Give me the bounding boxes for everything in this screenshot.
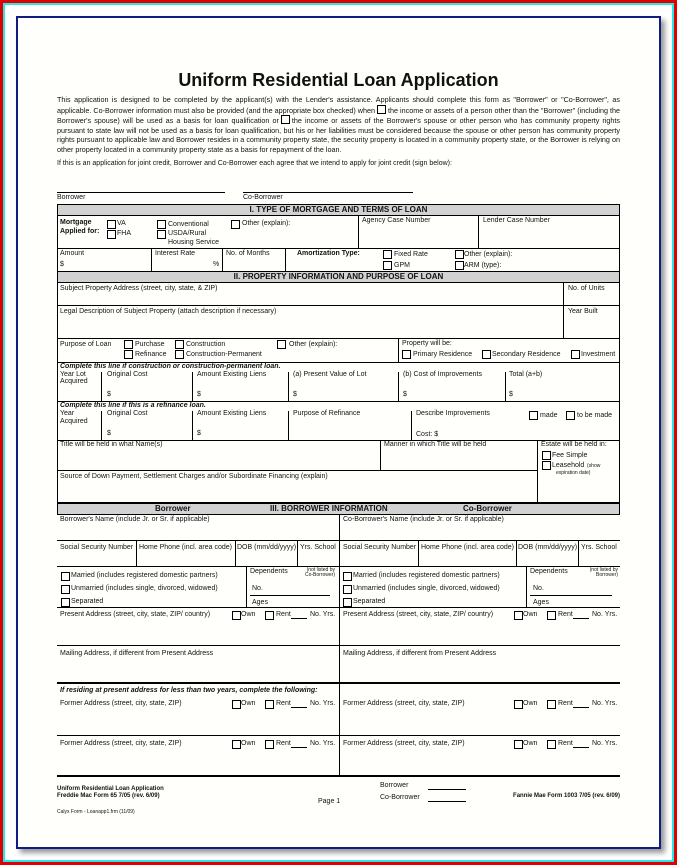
total-field[interactable]: Total (a+b) (509, 371, 543, 378)
secondary-label: Secondary Residence (492, 351, 561, 358)
construction-permanent-label: Construction-Permanent (186, 351, 262, 358)
divider (192, 372, 193, 401)
years-label: No. Yrs. (592, 611, 618, 618)
checkbox-gpm[interactable] (383, 261, 392, 270)
separated-label: Separated (71, 598, 104, 605)
footer-freddie-mac: Freddie Mac Form 65 7/05 (rev. 6/09) (57, 793, 160, 799)
co-borrower-dependents-no-field[interactable]: No. (533, 585, 544, 592)
checkbox-other-income[interactable] (377, 105, 386, 114)
own-label: Own (523, 740, 538, 747)
co-borrower-dependents-ages-field[interactable]: Ages (533, 599, 549, 606)
fha-label: FHA (117, 230, 131, 237)
co-borrower-dependents-label: Dependents (530, 568, 568, 575)
purpose-label: Purpose of Loan (60, 341, 112, 348)
married-label: Married (includes registered domestic partners) (71, 572, 218, 579)
co-borrower-school-field[interactable]: Yrs. School (581, 544, 617, 551)
years-input-line[interactable] (291, 747, 307, 748)
construction-note: Complete this line if construction or construction-permanent loan. (60, 363, 281, 370)
interest-rate-field[interactable]: Interest Rate (155, 250, 196, 257)
original-cost-field[interactable]: Original Cost (107, 371, 148, 378)
borrower-ssn-field[interactable]: Social Security Number (60, 544, 134, 551)
divider (57, 470, 537, 471)
dollar-sign: $ (293, 391, 297, 398)
checkbox-investment[interactable] (571, 350, 580, 359)
co-borrower-former-address-2-field[interactable]: Former Address (street, city, state, ZIP) (343, 740, 465, 747)
divider (285, 248, 286, 271)
co-borrower-former-address-1-field[interactable]: Former Address (street, city, state, ZIP) (343, 700, 465, 707)
years-label: No. Yrs. (592, 740, 618, 747)
amort-other-label: Other (explain): (464, 251, 513, 258)
checkbox-mortgage-other[interactable] (231, 220, 240, 229)
checkbox-primary[interactable] (402, 350, 411, 359)
dollar-sign: $ (197, 430, 201, 437)
borrower-dependents-ages-field[interactable]: Ages (252, 599, 268, 606)
leasehold-label: Leasehold (552, 462, 585, 469)
usda-label-2: Housing Service (168, 239, 219, 246)
divider (505, 372, 506, 401)
investment-label: Investment (581, 351, 616, 358)
borrower-former-address-1-field[interactable]: Former Address (street, city, state, ZIP) (60, 700, 182, 707)
checkbox-co-borrower-rent[interactable] (547, 611, 556, 620)
co-borrower-initials-line[interactable] (428, 801, 466, 802)
years-label: No. Yrs. (310, 611, 336, 618)
rent-label: Rent (558, 611, 573, 618)
divider (297, 540, 298, 566)
divider (250, 595, 330, 596)
co-borrower-dob-field[interactable]: DOB (mm/dd/yyyy) (518, 544, 578, 551)
dollar-sign: $ (60, 261, 64, 268)
unmarried-label: Unmarried (includes single, divorced, widowed) (353, 585, 500, 592)
footer-calyx: Calyx Form - Loanapp1.frm (11/09) (57, 809, 135, 815)
divider (57, 540, 620, 541)
down-payment-source-field[interactable]: Source of Down Payment, Settlement Charges and/or Subordinate Financing (explain) (60, 473, 328, 480)
co-borrower-name-field[interactable]: Co-Borrower's Name (include Jr. or Sr. if applicable) (343, 516, 504, 523)
usda-label: USDA/Rural (168, 230, 207, 237)
co-borrower-ssn-field[interactable]: Social Security Number (343, 544, 417, 551)
checkbox-borrower-separated[interactable] (61, 598, 70, 607)
divider (101, 411, 102, 440)
refi-original-cost-field[interactable]: Original Cost (107, 410, 148, 417)
lender-case-number-field[interactable]: Lender Case Number (483, 217, 550, 224)
co-borrower-phone-field[interactable]: Home Phone (incl. area code) (421, 544, 514, 551)
units-field[interactable]: No. of Units (568, 285, 605, 292)
checkbox-fixed-rate[interactable] (383, 250, 392, 259)
borrower-column-header: Borrower (155, 504, 191, 513)
rent-label: Rent (276, 740, 291, 747)
checkbox-rent[interactable] (265, 700, 274, 709)
section-3-title: III. BORROWER INFORMATION (270, 504, 388, 513)
divider (411, 411, 412, 440)
checkbox-made[interactable] (529, 411, 538, 420)
gpm-label: GPM (394, 262, 410, 269)
show-note: (show (587, 463, 601, 469)
year-label: Year (60, 410, 75, 417)
checkbox-co-borrower-married[interactable] (343, 572, 352, 581)
section-2-header: II. PROPERTY INFORMATION AND PURPOSE OF LOAN (57, 271, 620, 283)
divider (57, 607, 620, 608)
checkbox-purpose-other[interactable] (277, 340, 286, 349)
dollar-sign: $ (107, 430, 111, 437)
years-label: No. Yrs. (310, 740, 336, 747)
divider (57, 775, 620, 777)
divider (537, 440, 538, 502)
primary-label: Primary Residence (413, 351, 473, 358)
borrower-mailing-address-field[interactable]: Mailing Address, if different from Present Address (60, 650, 214, 657)
checkbox-co-borrower-separated[interactable] (343, 598, 352, 607)
intro-text-1: This application is designed to be completed by the applicant(s) with the Lender's assistance. Applicants should complete this form as "Borrower" or "Co-Borrower", as applicable. Co-Borrower information must also be provided (and the appropriate box checked) when (57, 95, 620, 115)
co-borrower-present-address-field[interactable]: Present Address (street, city, state, ZIP/ country) (343, 611, 494, 618)
divider (380, 440, 381, 470)
own-label: Own (241, 611, 256, 618)
own-label: Own (523, 611, 538, 618)
purchase-label: Purchase (135, 341, 165, 348)
separated-label: Separated (353, 598, 386, 605)
percent-sign: % (213, 261, 220, 268)
borrower-signature-label: Borrower (57, 194, 86, 201)
rent-label: Rent (276, 700, 291, 707)
acquired-label: Acquired (60, 418, 88, 425)
borrower-phone-field[interactable]: Home Phone (incl. area code) (139, 544, 232, 551)
mortgage-label: Mortgage (60, 219, 92, 226)
checkbox-construction-permanent[interactable] (175, 350, 184, 359)
checkbox-rent[interactable] (547, 740, 556, 749)
checkbox-amort-other[interactable] (455, 250, 464, 259)
divider (358, 215, 359, 248)
refi-existing-liens-field[interactable]: Amount Existing Liens (197, 410, 267, 417)
dollar-sign: $ (403, 391, 407, 398)
intro-text-2: the income or assets of a person other than the "Borrower" (including the Borrower's spouse) will be used as a basis for loan qualification or (57, 105, 621, 126)
divider (57, 645, 620, 646)
acquired-label: Acquired (60, 378, 88, 385)
title-names-field[interactable]: Title will be held in what Name(s) (60, 441, 163, 448)
to-be-made-label: to be made (577, 412, 613, 419)
divider (192, 411, 193, 440)
year-lot-label: Year Lot (60, 371, 86, 378)
footer-form-name: Uniform Residential Loan Application (57, 786, 164, 792)
checkbox-arm[interactable] (455, 261, 464, 270)
years-input-line[interactable] (573, 747, 589, 748)
divider (235, 540, 236, 566)
year-built-field[interactable]: Year Built (568, 308, 598, 315)
checkbox-leasehold[interactable] (542, 461, 551, 470)
borrower-present-address-field[interactable]: Present Address (street, city, state, ZIP/ country) (60, 611, 211, 618)
borrower-name-field[interactable]: Borrower's Name (include Jr. or Sr. if applicable) (60, 516, 210, 523)
co-borrower-signature-line[interactable] (243, 192, 413, 193)
months-field[interactable]: No. of Months (226, 250, 270, 257)
divider (57, 566, 620, 567)
divider (136, 540, 137, 566)
existing-liens-field[interactable]: Amount Existing Liens (197, 371, 267, 378)
legal-description-field[interactable]: Legal Description of Subject Property (attach description if necessary) (60, 308, 277, 315)
amortization-label: Amortization Type: (297, 250, 360, 257)
divider (478, 215, 479, 248)
divider (398, 372, 399, 401)
dollar-sign: $ (197, 391, 201, 398)
improvements-cost: Cost: $ (416, 431, 439, 438)
checkbox-co-borrower-unmarried[interactable] (343, 585, 352, 594)
fixed-rate-label: Fixed Rate (394, 251, 428, 258)
rent-label: Rent (558, 740, 573, 747)
checkbox-conventional[interactable] (157, 220, 166, 229)
divider (57, 338, 620, 339)
dollar-sign: $ (509, 391, 513, 398)
checkbox-purchase[interactable] (124, 340, 133, 349)
form-title: Uniform Residential Loan Application (178, 70, 499, 90)
conventional-label: Conventional (168, 221, 209, 228)
estate-label: Estate will be held in: (541, 441, 607, 448)
years-input-line[interactable] (573, 618, 589, 619)
agency-case-number-field[interactable]: Agency Case Number (362, 217, 431, 224)
divider (516, 540, 517, 566)
checkbox-own[interactable] (232, 740, 241, 749)
divider (288, 372, 289, 401)
refinance-label: Refinance (135, 351, 167, 358)
cost-improvements-field[interactable]: (b) Cost of Improvements (403, 371, 482, 378)
made-label: made (540, 412, 558, 419)
years-label: No. Yrs. (592, 700, 618, 707)
checkbox-construction[interactable] (175, 340, 184, 349)
divider (288, 411, 289, 440)
intro-text-3: the income or assets of the Borrower's spouse or other person who has community property rights pursuant to state law will not be used as a basis for loan qualification, but his or her liabilities must be considered because the spouse or other person has community property rights pursuant to applicable law and Borrower resides in a community property state, the security property is located in a community property state, or the Borrower is relying on other property located in a community property state as a basis for repayment of the loan. (57, 116, 620, 154)
amount-field[interactable]: Amount (60, 250, 85, 257)
checkbox-spouse-community[interactable] (281, 115, 290, 124)
not-listed-note: (not listed by (306, 567, 335, 573)
checkbox-borrower-own[interactable] (232, 611, 241, 620)
title-manner-field[interactable]: Manner in which Title will be held (384, 441, 487, 448)
footer-co-borrower-initials-label: Co-Borrower (380, 794, 420, 801)
borrower-initials-line[interactable] (428, 789, 466, 790)
married-label: Married (includes registered domestic partners) (353, 572, 500, 579)
divider (418, 540, 419, 566)
divider (526, 566, 527, 607)
refinance-purpose-field[interactable]: Purpose of Refinance (293, 410, 361, 417)
own-label: Own (241, 740, 256, 747)
present-value-field[interactable]: (a) Present Value of Lot (293, 371, 367, 378)
section-1-header: I. TYPE OF MORTGAGE AND TERMS OF LOAN (57, 204, 620, 216)
checkbox-secondary[interactable] (482, 350, 491, 359)
checkbox-usda[interactable] (157, 230, 166, 239)
divider (101, 372, 102, 401)
unmarried-label: Unmarried (includes single, divorced, widowed) (71, 585, 218, 592)
checkbox-to-be-made[interactable] (566, 411, 575, 420)
va-label: VA (117, 220, 126, 227)
checkbox-rent[interactable] (547, 700, 556, 709)
page-number: Page 1 (318, 798, 341, 805)
dollar-sign: $ (107, 391, 111, 398)
years-label: No. Yrs. (310, 700, 336, 707)
years-input-line[interactable] (573, 707, 589, 708)
borrower-dependents-no-field[interactable]: No. (252, 585, 263, 592)
mortgage-other-label: Other (explain): (242, 220, 291, 227)
rent-label: Rent (558, 700, 573, 707)
refinance-note: Complete this line if this is a refinance loan. (60, 402, 206, 409)
checkbox-co-borrower-own[interactable] (514, 611, 523, 620)
construction-label: Construction (186, 341, 226, 348)
describe-improvements-field[interactable]: Describe Improvements (416, 410, 490, 417)
co-borrower-mailing-address-field[interactable]: Mailing Address, if different from Present Address (343, 650, 497, 657)
borrower-signature-line[interactable] (57, 192, 225, 193)
not-listed-note: Co-Borrower) (304, 572, 335, 578)
divider (222, 248, 223, 271)
property-will-be-label: Property will be: (402, 340, 452, 347)
years-input-line[interactable] (291, 618, 307, 619)
checkbox-own[interactable] (232, 700, 241, 709)
footer-borrower-initials-label: Borrower (380, 782, 409, 789)
own-label: Own (241, 700, 256, 707)
borrower-dependents-label: Dependents (250, 568, 288, 575)
divider (530, 595, 612, 596)
expiration-note: expiration date) (556, 470, 591, 476)
divider (578, 540, 579, 566)
own-label: Own (523, 700, 538, 707)
checkbox-borrower-married[interactable] (61, 572, 70, 581)
divider (398, 338, 399, 362)
divider (563, 283, 564, 338)
joint-credit-text: If this is an application for joint credit, Borrower and Co-Borrower each agree that we intend to apply for joint credit (sign below): (57, 160, 452, 167)
co-borrower-signature-label: Co-Borrower (243, 194, 283, 201)
subject-property-field[interactable]: Subject Property Address (street, city, state, & ZIP) (60, 285, 218, 292)
checkbox-refinance[interactable] (124, 350, 133, 359)
fee-simple-label: Fee Simple (552, 452, 588, 459)
divider (151, 248, 152, 271)
intro-paragraph (57, 95, 620, 155)
arm-label: ARM (type): (464, 262, 502, 269)
checkbox-fha[interactable] (107, 230, 116, 239)
divider (57, 682, 620, 684)
footer-fannie-mae: Fannie Mae Form 1003 7/05 (rev. 6/09) (513, 793, 620, 799)
checkbox-borrower-rent[interactable] (265, 611, 274, 620)
divider (57, 305, 620, 306)
rent-label: Rent (276, 611, 291, 618)
checkbox-rent[interactable] (265, 740, 274, 749)
divider (57, 735, 620, 736)
applied-for-label: Applied for: (60, 228, 100, 235)
checkbox-va[interactable] (107, 220, 116, 229)
borrower-school-field[interactable]: Yrs. School (300, 544, 336, 551)
borrower-former-address-2-field[interactable]: Former Address (street, city, state, ZIP) (60, 740, 182, 747)
residing-note: If residing at present address for less than two years, complete the following: (60, 687, 318, 694)
purpose-other-label: Other (explain): (289, 341, 338, 348)
checkbox-fee-simple[interactable] (542, 451, 551, 460)
divider (57, 248, 620, 249)
checkbox-own[interactable] (514, 700, 523, 709)
divider (246, 566, 247, 607)
borrower-dob-field[interactable]: DOB (mm/dd/yyyy) (237, 544, 297, 551)
checkbox-own[interactable] (514, 740, 523, 749)
not-listed-note: (not listed by (589, 567, 618, 573)
years-input-line[interactable] (291, 707, 307, 708)
not-listed-note: Borrower) (596, 572, 618, 578)
checkbox-borrower-unmarried[interactable] (61, 585, 70, 594)
co-borrower-column-header: Co-Borrower (463, 504, 512, 513)
